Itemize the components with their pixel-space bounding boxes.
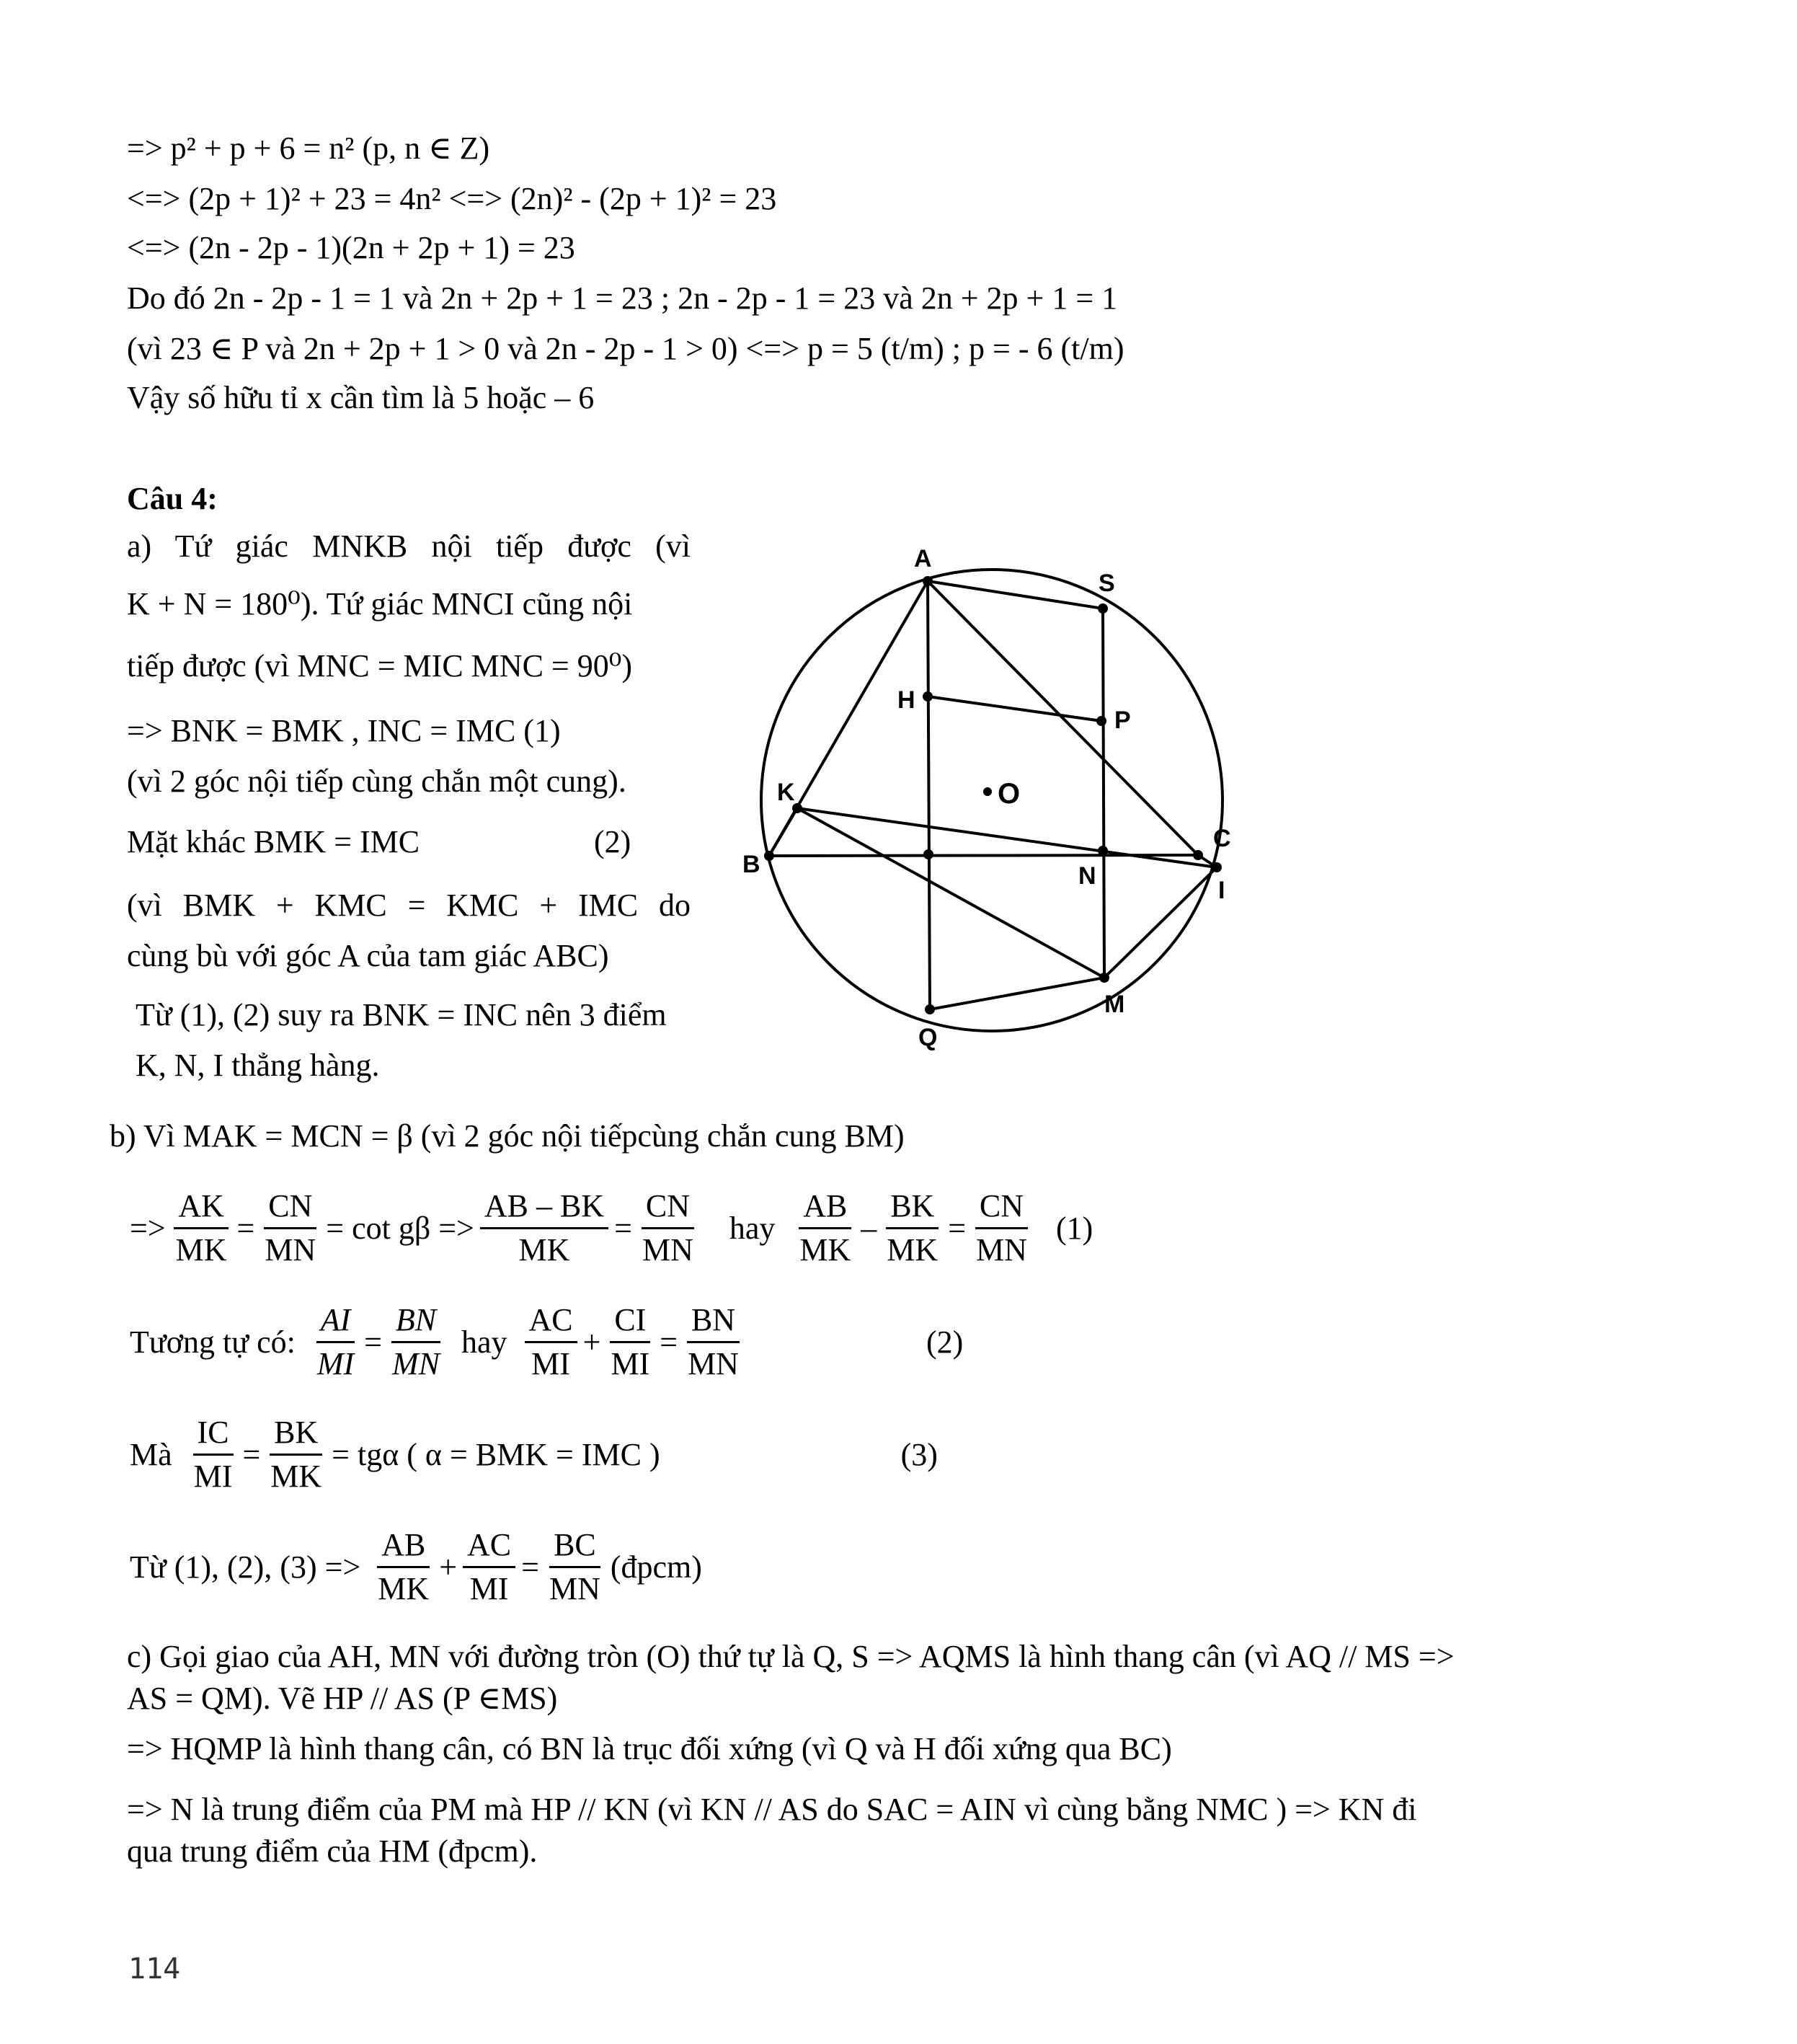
circle-o — [761, 570, 1223, 1031]
frac-denominator: MN — [688, 1346, 739, 1381]
conclusion-line: Vậy số hữu tỉ x cần tìm là 5 hoặc – 6 — [127, 380, 595, 415]
segment-bk — [769, 808, 797, 856]
eq2-frac-1 — [313, 1302, 358, 1382]
part-a-line-10: K, N, I thẳng hàng. — [136, 1048, 380, 1083]
part-a-line-6: Mặt khác BMK = IMC — [127, 824, 420, 859]
frac-numerator: BK — [886, 1188, 939, 1229]
part-c-line-2: AS = QM). Vẽ HP // AS (P ∈MS) — [127, 1681, 558, 1716]
frac-denominator: MI — [611, 1346, 650, 1381]
equation-2 — [127, 1302, 966, 1382]
eq-line-3: <=> (2n - 2p - 1)(2n + 2p + 1) = 23 — [127, 230, 575, 265]
frac-numerator: AB – BK — [480, 1188, 608, 1229]
eq-line-5: (vì 23 ∈ P và 2n + 2p + 1 > 0 và 2n - 2p - 1 > 0) <=> p = 5 (t/m) ; p = - 6 (t/m) — [127, 331, 1124, 366]
frac-denominator: MI — [469, 1571, 509, 1606]
point-q — [925, 1004, 935, 1014]
segment-ac — [928, 581, 1198, 855]
label-o: O — [998, 778, 1021, 810]
frac-denominator: MK — [799, 1232, 851, 1267]
eq2-plus: + — [582, 1324, 601, 1360]
frac-denominator: MK — [887, 1232, 939, 1267]
part-c-line-1: c) Gọi giao của AH, MN với đường tròn (O) thứ tự là Q, S => AQMS là hình thang cân (vì AQ // MS => — [127, 1639, 1455, 1674]
eq1-frac-6 — [882, 1188, 942, 1268]
eq3-sign-a: = — [242, 1437, 261, 1472]
label-a: A — [914, 545, 932, 572]
equation-4 — [127, 1527, 705, 1607]
frac-numerator: AB — [377, 1527, 430, 1568]
frac-numerator: CN — [264, 1188, 316, 1229]
eq4-prefix: Từ (1), (2), (3) => — [130, 1549, 361, 1585]
point-o — [983, 787, 992, 796]
eq2-frac-5 — [683, 1302, 743, 1382]
frac-numerator: AC — [525, 1302, 577, 1343]
part-a-line-5: (vì 2 góc nội tiếp cùng chắn một cung). — [127, 764, 626, 799]
frac-numerator: CN — [975, 1188, 1028, 1229]
part-c-line-3: => HQMP là hình thang cân, có BN là trục đối xứng (vì Q và H đối xứng qua BC) — [127, 1731, 1172, 1766]
frac-denominator: MK — [378, 1571, 430, 1606]
point-i — [1212, 862, 1222, 872]
page-number: 114 — [128, 1952, 181, 1986]
eq1-sign-c: = — [948, 1211, 967, 1246]
label-h: H — [897, 686, 915, 714]
frac-denominator: MN — [549, 1571, 600, 1606]
frac-numerator: BC — [549, 1527, 600, 1568]
part-a-line-7: (vì BMK + KMC = KMC + IMC do — [127, 888, 691, 923]
frac-denominator: MN — [642, 1232, 693, 1267]
segment-hp — [928, 696, 1101, 721]
question-heading: Câu 4: — [127, 481, 218, 516]
eq1-frac-1 — [172, 1188, 231, 1268]
eq1-frac-4 — [638, 1188, 698, 1268]
frac-denominator: MK — [175, 1232, 227, 1267]
frac-numerator: CN — [642, 1188, 694, 1229]
part-a-line-8: cùng bù với góc A của tam giác ABC) — [127, 938, 609, 973]
eq-line-4: Do đó 2n - 2p - 1 = 1 và 2n + 2p + 1 = 23 ; 2n - 2p - 1 = 23 và 2n + 2p + 1 = 1 — [127, 280, 1118, 316]
eq3-tail: = tgα ( α = BMK = IMC ) — [332, 1437, 660, 1472]
part-a-line-1: a) Tứ giác MNKB nội tiếp được (vì — [127, 528, 691, 564]
part-b-line-1: b) Vì MAK = MCN = β (vì 2 góc nội tiếpcùng chắn cung BM) — [110, 1118, 905, 1154]
eq-line-1: => p² + p + 6 = n² (p, n ∈ Z) — [127, 130, 490, 166]
frac-denominator: MN — [976, 1232, 1027, 1267]
eq1-frac-3 — [480, 1188, 608, 1268]
equation-3 — [127, 1415, 941, 1495]
eq1-minus: – — [861, 1211, 877, 1246]
frac-numerator: BN — [391, 1302, 440, 1343]
label-k: K — [777, 779, 795, 806]
eq2-number: (2) — [926, 1324, 964, 1360]
frac-numerator: AC — [463, 1527, 515, 1568]
eq2-frac-4 — [606, 1302, 654, 1382]
eq1-frac-2 — [260, 1188, 320, 1268]
label-b: B — [742, 851, 760, 878]
eq1-number: (1) — [1055, 1211, 1093, 1246]
frac-numerator: AK — [174, 1188, 228, 1229]
point-s — [1098, 603, 1108, 614]
frac-denominator: MN — [265, 1232, 316, 1267]
point-foot — [923, 849, 933, 859]
label-q: Q — [918, 1024, 938, 1051]
point-m — [1099, 973, 1109, 983]
eq1-frac-7 — [972, 1188, 1031, 1268]
eq3-frac-1 — [190, 1415, 237, 1495]
segment-aq — [928, 581, 930, 1009]
frac-numerator: AI — [316, 1302, 355, 1343]
geometry-figure — [721, 534, 1269, 1053]
label-c: C — [1213, 825, 1231, 852]
segment-qm — [930, 978, 1104, 1009]
frac-numerator: BK — [270, 1415, 322, 1456]
segment-sm — [1103, 609, 1104, 978]
point-n — [1098, 846, 1108, 856]
eq4-tail: (đpcm) — [610, 1549, 702, 1585]
eq4-plus: + — [439, 1549, 458, 1585]
segment-ki — [797, 808, 1217, 867]
eq2-frac-3 — [525, 1302, 577, 1382]
eq1-sign-b: = — [614, 1211, 632, 1246]
segment-mi — [1104, 867, 1217, 978]
eq1-prefix: => — [130, 1211, 166, 1246]
part-a-line-9: Từ (1), (2) suy ra BNK = INC nên 3 điểm — [136, 997, 667, 1032]
eq1-hay: hay — [729, 1211, 776, 1246]
label-i: I — [1218, 877, 1225, 904]
point-p — [1096, 716, 1106, 726]
label-m: M — [1104, 991, 1125, 1018]
frac-denominator: MK — [270, 1459, 322, 1494]
eq2-frac-2 — [388, 1302, 444, 1382]
frac-denominator: MI — [316, 1346, 355, 1381]
eq2-sign-a: = — [364, 1324, 382, 1360]
frac-denominator: MI — [193, 1459, 233, 1494]
eq4-frac-3 — [545, 1527, 605, 1607]
point-h — [923, 691, 933, 702]
label-n: N — [1078, 862, 1096, 890]
eq3-prefix: Mà — [130, 1437, 172, 1472]
frac-numerator: IC — [193, 1415, 234, 1456]
part-a-line-4: => BNK = BMK , INC = IMC (1) — [127, 713, 561, 748]
frac-numerator: CI — [610, 1302, 650, 1343]
eq4-frac-2 — [463, 1527, 515, 1607]
segment-km — [797, 808, 1104, 978]
label-s: S — [1099, 570, 1115, 597]
eq4-frac-1 — [373, 1527, 433, 1607]
eq1-middle: = cot gβ => — [326, 1211, 474, 1246]
part-a-line-3: tiếp được (vì MNC = MIC MNC = 90⁰) — [127, 648, 633, 683]
eq1-sign-a: = — [236, 1211, 255, 1246]
frac-denominator: MI — [531, 1346, 570, 1381]
frac-numerator: BN — [687, 1302, 740, 1343]
part-c-line-5: qua trung điểm của HM (đpcm). — [127, 1833, 538, 1869]
point-b — [764, 851, 774, 861]
point-c — [1193, 850, 1203, 860]
eq-line-2: <=> (2p + 1)² + 23 = 4n² <=> (2n)² - (2p + 1)² = 23 — [127, 181, 777, 216]
eq2-sign-b: = — [660, 1324, 678, 1360]
frac-denominator: MK — [518, 1232, 570, 1267]
frac-numerator: AB — [799, 1188, 851, 1229]
eq4-sign-a: = — [521, 1549, 539, 1585]
frac-denominator: MN — [391, 1346, 440, 1381]
eq2-hay: hay — [461, 1324, 507, 1360]
equation-1 — [127, 1188, 1096, 1268]
eq3-number: (3) — [900, 1437, 938, 1472]
part-a-line-2: K + N = 180⁰). Tứ giác MNCI cũng nội — [127, 586, 633, 621]
point-a — [923, 576, 933, 586]
eq1-frac-5 — [795, 1188, 855, 1268]
label-p: P — [1114, 707, 1131, 734]
part-a-eq-number-2: (2) — [594, 824, 631, 859]
eq2-prefix: Tương tự có: — [130, 1324, 296, 1360]
part-c-line-4: => N là trung điểm của PM mà HP // KN (vì KN // AS do SAC = AIN vì cùng bằng NMC ) => KN đi — [127, 1792, 1417, 1827]
eq3-frac-2 — [266, 1415, 326, 1495]
